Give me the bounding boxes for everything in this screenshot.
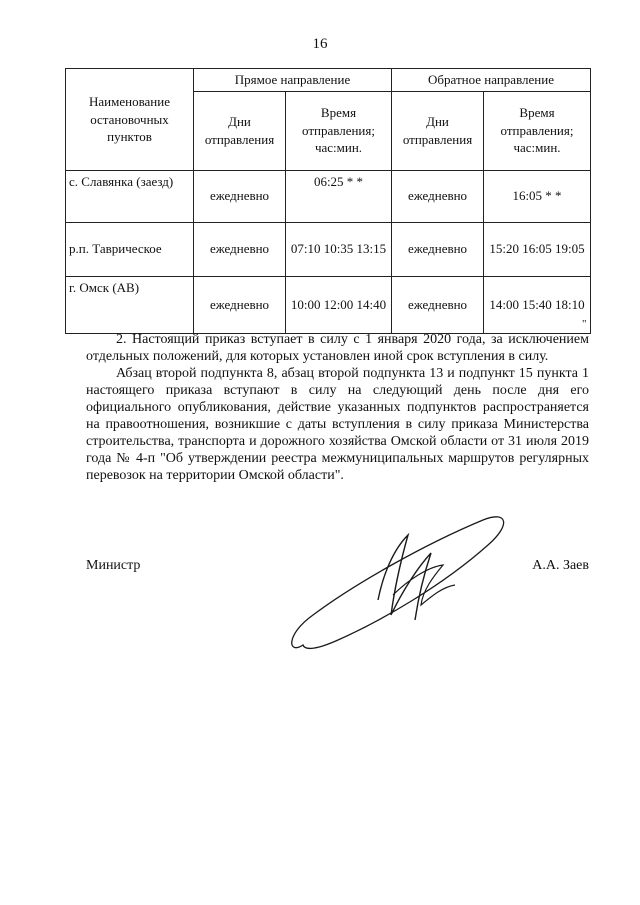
forward-days: ежедневно <box>194 170 286 222</box>
stop-name: с. Славянка (заезд) <box>66 170 194 222</box>
header-forward-time: Время отправления; час:мин. <box>286 91 392 170</box>
forward-days: ежедневно <box>194 222 286 276</box>
table-row <box>66 222 591 276</box>
forward-time: 07:10 10:35 13:15 <box>286 222 392 276</box>
body-text <box>86 331 589 484</box>
signatory-name: А.А. Заев <box>532 558 589 573</box>
header-backward-days: Дни отправления <box>392 91 484 170</box>
page-number: 16 <box>312 36 328 52</box>
signatory-title: Министр <box>86 558 141 573</box>
paragraph-effective-date: 2. Настоящий приказ вступает в силу с 1 января 2020 года, за исключением отдельных положений, для которых установлен иной срок вступления в силу. <box>86 332 589 364</box>
backward-days: ежедневно <box>392 276 484 333</box>
backward-time: 14:00 15:40 18:10 <box>484 276 591 333</box>
handwritten-signature-icon <box>283 505 513 665</box>
stop-name: г. Омск (АВ) <box>66 276 194 333</box>
schedule-table <box>65 68 591 334</box>
table-header-row-groups <box>66 69 591 92</box>
forward-time: 10:00 12:00 14:40 <box>286 276 392 333</box>
backward-days: ежедневно <box>392 170 484 222</box>
header-forward-days: Дни отправления <box>194 91 286 170</box>
header-forward-direction: Прямое направление <box>194 69 392 92</box>
header-stop-name: Наименование остановочных пунктов <box>66 69 194 171</box>
header-backward-time: Время отправления; час:мин. <box>484 91 591 170</box>
backward-time: 16:05 * * <box>484 170 591 222</box>
forward-time: 06:25 * * <box>286 170 392 222</box>
table-row <box>66 276 591 333</box>
paragraph-exceptions: Абзац второй подпункта 8, абзац второй подпункта 13 и подпункт 15 пункта 1 настоящего приказа вступают в силу на следующий день после дня его официального опубликования, действие указанных подпунктов распространяется на правоотношения, возникшие с даты вступления в силу приказа Министерства строительства, транспорта и дорожного хозяйства Омской области от 31 июля 2019 года № 4-п "Об утверждении реестра межмуниципальных маршрутов регулярных перевозок на территории Омской области". <box>86 366 589 483</box>
backward-time: 15:20 16:05 19:05 <box>484 222 591 276</box>
closing-quote-mark: " <box>582 318 587 330</box>
header-backward-direction: Обратное направление <box>392 69 591 92</box>
forward-days: ежедневно <box>194 276 286 333</box>
backward-days: ежедневно <box>392 222 484 276</box>
table-row <box>66 170 591 222</box>
stop-name: р.п. Таврическое <box>66 222 194 276</box>
